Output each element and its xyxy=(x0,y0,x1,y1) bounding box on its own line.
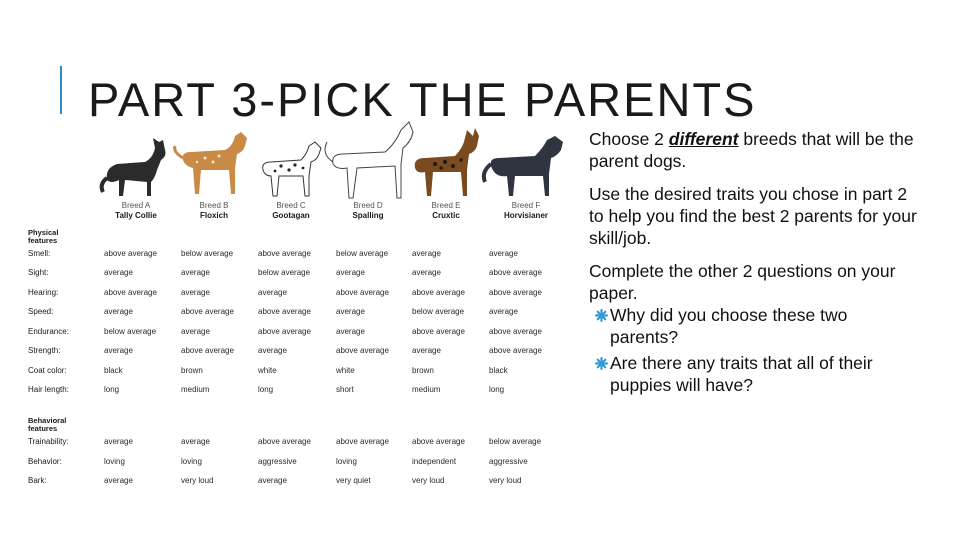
breed-header-e xyxy=(406,201,486,221)
trait-value: average xyxy=(258,346,287,355)
instruction-use-traits: Use the desired traits you chose in part 2 to help you find the best 2 parents for your skill/job. xyxy=(589,184,917,248)
breed-name: Horvisianer xyxy=(503,211,549,220)
trait-value: above average xyxy=(336,288,389,297)
breed-letter: Breed A xyxy=(121,201,151,210)
trait-value: black xyxy=(104,366,123,375)
slide-title: PART 3-PICK THE PARENTS xyxy=(88,73,757,126)
trait-label: Trainability: xyxy=(28,437,69,446)
table-row xyxy=(0,249,560,263)
trait-value: brown xyxy=(412,366,434,375)
trait-label: Speed: xyxy=(28,307,54,316)
trait-value: very loud xyxy=(489,476,522,485)
trait-value: above average xyxy=(489,327,542,336)
trait-label: Bark: xyxy=(28,476,47,485)
breed-header-c xyxy=(251,201,331,221)
trait-value: long xyxy=(258,385,274,394)
trait-value: medium xyxy=(181,385,210,394)
trait-value: long xyxy=(104,385,120,394)
breed-header-f xyxy=(486,201,566,221)
trait-value: average xyxy=(336,307,365,316)
instruction-complete: Complete the other 2 questions on your paper. xyxy=(589,261,896,303)
question-bullet-2 xyxy=(595,352,919,396)
trait-value: medium xyxy=(412,385,441,394)
breed-letter: Breed E xyxy=(431,201,461,210)
trait-value: average xyxy=(489,249,518,258)
trait-value: long xyxy=(489,385,505,394)
trait-value: average xyxy=(258,288,287,297)
trait-value: above average xyxy=(181,346,234,355)
trait-value: above average xyxy=(258,249,311,258)
trait-value: average xyxy=(336,268,365,277)
trait-value: below average xyxy=(258,268,311,277)
trait-value: very loud xyxy=(181,476,214,485)
trait-value: below average xyxy=(412,307,465,316)
trait-label: Coat color: xyxy=(28,366,67,375)
instruction-choose-end: breeds that will be the parent dogs. xyxy=(589,129,914,171)
trait-value: very quiet xyxy=(336,476,371,485)
trait-value: above average xyxy=(489,268,542,277)
dog-b-image xyxy=(175,132,247,194)
trait-value: above average xyxy=(258,327,311,336)
dog-illustrations xyxy=(95,118,575,208)
trait-value: white xyxy=(258,366,277,375)
trait-value: average xyxy=(104,437,133,446)
trait-value: average xyxy=(412,268,441,277)
table-row xyxy=(0,476,560,490)
breed-name: Floxich xyxy=(199,211,228,220)
breed-letter: Breed C xyxy=(276,201,306,210)
trait-value: below average xyxy=(104,327,157,336)
table-row xyxy=(0,327,560,341)
trait-value: average xyxy=(336,327,365,336)
table-row xyxy=(0,288,560,302)
trait-value: above average xyxy=(258,307,311,316)
trait-label: Strength: xyxy=(28,346,61,355)
trait-value: average xyxy=(104,268,133,277)
trait-value: independent xyxy=(412,457,457,466)
table-row xyxy=(0,268,560,282)
trait-value: above average xyxy=(181,307,234,316)
emphasis-different: different xyxy=(668,129,739,149)
breed-name: Gootagan xyxy=(272,211,310,220)
trait-value: black xyxy=(489,366,508,375)
trait-label: Behavior: xyxy=(28,457,62,466)
breed-letter: Breed B xyxy=(199,201,229,210)
instruction-choose-start: Choose 2 xyxy=(589,129,669,149)
trait-value: loving xyxy=(104,457,125,466)
breed-letter: Breed F xyxy=(511,201,541,210)
trait-value: average xyxy=(104,346,133,355)
trait-value: above average xyxy=(412,437,465,446)
trait-label: Hair length: xyxy=(28,385,69,394)
trait-value: above average xyxy=(489,288,542,297)
trait-value: below average xyxy=(181,249,234,258)
dog-e-image xyxy=(415,128,479,196)
table-row xyxy=(0,385,560,399)
trait-label: Endurance: xyxy=(28,327,69,336)
trait-label: Smell: xyxy=(28,249,51,258)
trait-value: above average xyxy=(104,249,157,258)
breed-name: Tally Collie xyxy=(115,211,157,220)
trait-value: below average xyxy=(336,249,389,258)
trait-value: above average xyxy=(489,346,542,355)
trait-value: average xyxy=(412,346,441,355)
trait-value: average xyxy=(181,327,210,336)
question-1-text: Why did you choose these two parents? xyxy=(610,305,848,347)
trait-value: average xyxy=(104,476,133,485)
dog-a-image xyxy=(102,138,166,196)
dog-c-image xyxy=(263,142,321,196)
dog-f-image xyxy=(484,136,563,196)
table-row xyxy=(0,307,560,321)
table-row xyxy=(0,366,560,380)
trait-value: average xyxy=(489,307,518,316)
instructions-panel xyxy=(589,128,919,396)
instruction-choose xyxy=(589,128,919,172)
physical-features-header: Physical features xyxy=(28,228,59,245)
breed-name: Spalling xyxy=(352,211,384,220)
breed-header-a xyxy=(96,201,176,221)
breed-header-b xyxy=(174,201,254,221)
trait-value: average xyxy=(181,268,210,277)
trait-value: above average xyxy=(336,346,389,355)
table-row xyxy=(0,457,560,471)
trait-value: aggressive xyxy=(258,457,297,466)
breed-name: Cruxtic xyxy=(432,211,460,220)
trait-value: aggressive xyxy=(489,457,528,466)
trait-value: very loud xyxy=(412,476,445,485)
question-2-text: Are there any traits that all of their puppies will have? xyxy=(610,353,873,395)
table-row xyxy=(0,437,560,451)
trait-value: loving xyxy=(336,457,357,466)
trait-value: above average xyxy=(258,437,311,446)
table-row xyxy=(0,346,560,360)
trait-value: below average xyxy=(489,437,542,446)
trait-value: short xyxy=(336,385,354,394)
trait-value: white xyxy=(336,366,355,375)
behavioral-features-header: Behavioral features xyxy=(28,416,67,433)
trait-value: above average xyxy=(336,437,389,446)
asterisk-bullet-icon xyxy=(595,357,608,370)
dog-d-image xyxy=(325,122,413,198)
trait-label: Hearing: xyxy=(28,288,59,297)
trait-value: brown xyxy=(181,366,203,375)
trait-value: average xyxy=(181,288,210,297)
trait-value: above average xyxy=(104,288,157,297)
asterisk-bullet-icon xyxy=(595,309,608,322)
trait-value: loving xyxy=(181,457,202,466)
trait-value: above average xyxy=(412,327,465,336)
trait-value: average xyxy=(412,249,441,258)
breed-letter: Breed D xyxy=(353,201,383,210)
trait-value: average xyxy=(258,476,287,485)
trait-value: average xyxy=(104,307,133,316)
breed-header-d xyxy=(328,201,408,221)
trait-label: Sight: xyxy=(28,268,49,277)
title-accent-bar xyxy=(60,66,62,114)
trait-value: average xyxy=(181,437,210,446)
trait-value: above average xyxy=(412,288,465,297)
question-bullet-1 xyxy=(595,304,919,348)
